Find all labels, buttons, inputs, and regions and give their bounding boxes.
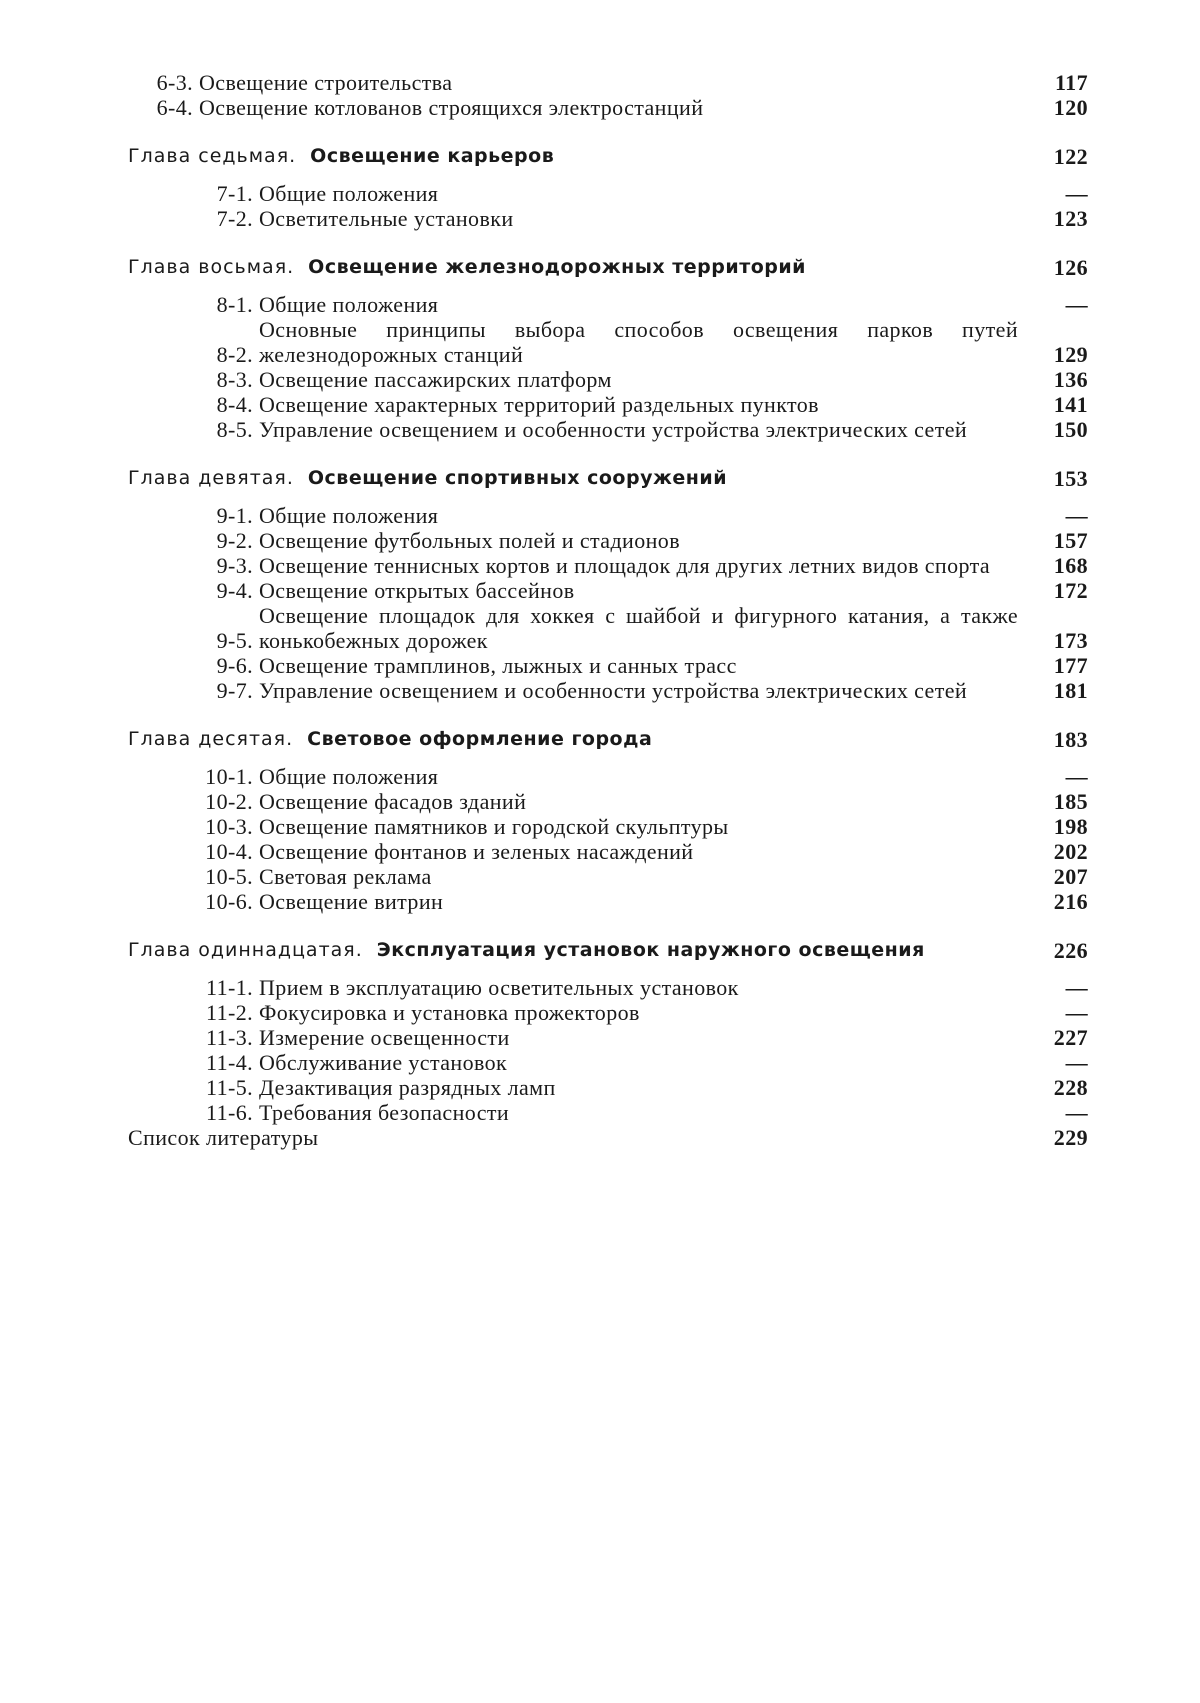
section-entry [188, 417, 1088, 442]
section-entry [188, 1025, 1088, 1050]
section-title: Основные принципы выбора способов освещения парков путей железнодорожных станций [259, 317, 1018, 367]
section-title: Освещение открытых бассейнов [259, 578, 575, 603]
page-number: 185 [1053, 789, 1088, 814]
section-entry [188, 975, 1088, 1000]
page-number: 227 [1053, 1025, 1088, 1050]
section-number: 10-5. [205, 864, 253, 889]
section-title: Освещение фасадов зданий [259, 789, 527, 814]
section-title: Требования безопасности [259, 1100, 510, 1125]
section-number: 11-2. [205, 1000, 253, 1025]
chapter-title: Световое оформление города [307, 728, 653, 750]
section-title: Освещение витрин [259, 889, 444, 914]
section-entry [188, 789, 1088, 814]
page-number: 173 [1053, 628, 1088, 653]
section-number: 8-5. [216, 417, 253, 442]
page-number: — [1065, 1000, 1088, 1025]
section-entry [188, 317, 1088, 367]
section-number: 10-2. [205, 789, 253, 814]
page-number: — [1065, 1050, 1088, 1075]
section-title: Дезактивация разрядных ламп [259, 1075, 556, 1100]
section-entry [188, 392, 1088, 417]
section-title: Общие положения [259, 292, 439, 317]
section-number: 9-4. [216, 578, 253, 603]
section-number: 6-4. [156, 95, 193, 120]
section-number: 8-3. [216, 367, 253, 392]
page-number: 168 [1053, 553, 1088, 578]
page-number: 172 [1053, 578, 1088, 603]
section-title: Общие положения [259, 764, 439, 789]
section-entry [188, 1100, 1088, 1125]
chapter-heading [128, 144, 1088, 169]
section-title: Измерение освещенности [259, 1025, 510, 1050]
section-title: Общие положения [259, 181, 439, 206]
page-number: 177 [1053, 653, 1088, 678]
section-entry [188, 603, 1088, 653]
section-number: 11-4. [205, 1050, 253, 1075]
references-title: Список литературы [128, 1125, 319, 1150]
section-entry [188, 678, 1088, 703]
section-title: Освещение памятников и городской скульптуры [259, 814, 729, 839]
section-number: 9-3. [216, 553, 253, 578]
page-number: — [1065, 975, 1088, 1000]
chapter-heading [128, 727, 1088, 752]
section-title: Обслуживание установок [259, 1050, 508, 1075]
section-title: Освещение теннисных кортов и площадок для других летних видов спорта [259, 553, 991, 578]
table-of-contents [128, 70, 1088, 1150]
section-number: 7-1. [216, 181, 253, 206]
chapter-title: Освещение карьеров [310, 145, 555, 167]
page-number: 183 [1053, 727, 1088, 752]
section-entry [188, 1000, 1088, 1025]
section-number: 7-2. [216, 206, 253, 231]
page-number: 228 [1053, 1075, 1088, 1100]
page-number: — [1065, 1100, 1088, 1125]
chapter-sections [128, 764, 1088, 914]
section-entry [188, 206, 1088, 231]
section-number: 11-1. [205, 975, 253, 1000]
page-number: 202 [1053, 839, 1088, 864]
chapter-label: Глава восьмая. [128, 256, 295, 278]
section-entry [188, 528, 1088, 553]
section-title: Световая реклама [259, 864, 432, 889]
section-title: Освещение трамплинов, лыжных и санных трасс [259, 653, 737, 678]
chapter-label: Глава десятая. [128, 728, 294, 750]
section-number: 8-1. [216, 292, 253, 317]
section-number: 9-5. [216, 628, 253, 653]
chapter-label: Глава одиннадцатая. [128, 939, 363, 961]
section-title: Освещение котлованов строящихся электростанций [199, 95, 704, 120]
references-entry [128, 1125, 1088, 1150]
section-entry [188, 503, 1088, 528]
page-number: 229 [1053, 1125, 1088, 1150]
chapter-label: Глава седьмая. [128, 145, 297, 167]
section-title: Управление освещением и особенности устройства электрических сетей [259, 417, 968, 442]
section-number: 6-3. [156, 70, 193, 95]
section-entry [188, 839, 1088, 864]
page-number: 181 [1053, 678, 1088, 703]
section-entry [188, 1050, 1088, 1075]
section-title: Прием в эксплуатацию осветительных установок [259, 975, 739, 1000]
section-number: 11-5. [205, 1075, 253, 1100]
page-number: — [1065, 764, 1088, 789]
section-entry [188, 864, 1088, 889]
chapter-heading [128, 466, 1088, 491]
section-entry [188, 1075, 1088, 1100]
page-number: 141 [1053, 392, 1088, 417]
section-number: 9-1. [216, 503, 253, 528]
section-entry [188, 578, 1088, 603]
section-entry [188, 764, 1088, 789]
chapter-heading [128, 255, 1088, 280]
chapter-title: Эксплуатация установок наружного освещения [376, 939, 925, 961]
page-number: 198 [1053, 814, 1088, 839]
section-entry [188, 653, 1088, 678]
section-entry [188, 367, 1088, 392]
section-number: 8-2. [216, 342, 253, 367]
section-number: 9-7. [216, 678, 253, 703]
page-number: 123 [1053, 206, 1088, 231]
chapter-sections [128, 503, 1088, 703]
page-number: — [1065, 292, 1088, 317]
section-title: Освещение футбольных полей и стадионов [259, 528, 680, 553]
section-title: Освещение характерных территорий раздельных пунктов [259, 392, 819, 417]
section-number: 9-6. [216, 653, 253, 678]
page-number: 226 [1053, 938, 1088, 963]
page-number: — [1065, 181, 1088, 206]
page-number: 129 [1053, 342, 1088, 367]
page-number: — [1065, 503, 1088, 528]
page-number: 117 [1055, 70, 1088, 95]
section-number: 10-1. [205, 764, 253, 789]
chapter-title: Освещение спортивных сооружений [307, 467, 728, 489]
section-title: Осветительные установки [259, 206, 514, 231]
page-number: 126 [1053, 255, 1088, 280]
section-entry [188, 181, 1088, 206]
page-number: 216 [1053, 889, 1088, 914]
chapter-sections [128, 181, 1088, 231]
section-number: 10-4. [205, 839, 253, 864]
section-entry [188, 292, 1088, 317]
chapter-sections [128, 292, 1088, 442]
section-entry [188, 889, 1088, 914]
section-number: 8-4. [216, 392, 253, 417]
section-number: 10-3. [205, 814, 253, 839]
page-number: 120 [1053, 95, 1088, 120]
chapter-label: Глава девятая. [128, 467, 294, 489]
section-title: Освещение фонтанов и зеленых насаждений [259, 839, 694, 864]
section-number: 9-2. [216, 528, 253, 553]
section-title: Освещение строительства [199, 70, 453, 95]
section-title: Освещение пассажирских платформ [259, 367, 612, 392]
chapter-heading [128, 938, 1088, 963]
section-entry [128, 70, 1088, 95]
chapter-sections [128, 975, 1088, 1125]
page-number: 157 [1053, 528, 1088, 553]
section-title: Общие положения [259, 503, 439, 528]
page-number: 136 [1053, 367, 1088, 392]
section-entry [128, 95, 1088, 120]
page-number: 153 [1053, 466, 1088, 491]
section-entry [188, 814, 1088, 839]
section-number: 11-6. [205, 1100, 253, 1125]
section-number: 10-6. [205, 889, 253, 914]
section-title: Управление освещением и особенности устройства электрических сетей [259, 678, 968, 703]
page-number: 150 [1053, 417, 1088, 442]
page-number: 207 [1053, 864, 1088, 889]
page-number: 122 [1053, 144, 1088, 169]
chapter-title: Освещение железнодорожных территорий [308, 256, 806, 278]
section-title: Освещение площадок для хоккея с шайбой и фигурного катания, а также конькобежных дорожек [259, 603, 1018, 653]
section-number: 11-3. [205, 1025, 253, 1050]
section-entry [188, 553, 1088, 578]
section-title: Фокусировка и установка прожекторов [259, 1000, 640, 1025]
